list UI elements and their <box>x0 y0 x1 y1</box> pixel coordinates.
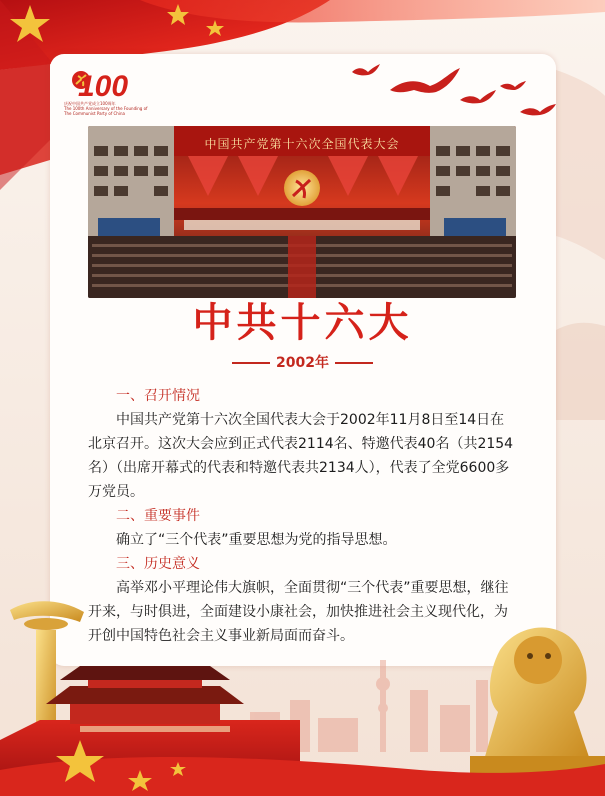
right-dash <box>335 362 373 364</box>
section-heading-significance: 三、历史意义 <box>116 556 200 572</box>
logo-caption-line2: The 100th Anniversary of the Founding of <box>64 106 148 111</box>
dove-icon <box>500 81 526 90</box>
logo-caption-line3: The Communist Party of China <box>64 111 125 116</box>
year-subtitle <box>0 352 605 372</box>
congress-hall-photo <box>88 126 516 298</box>
logo-caption-line1: 庆祝中国共产党成立100周年 <box>64 101 116 106</box>
section-text-significance: 高举邓小平理论伟大旗帜，全面贯彻“三个代表”重要思想，继往开来，与时俱进，全面建设小康社会，加快推进社会主义现代化，为开创中国特色社会主义事业新局面而奋斗。 <box>88 580 509 644</box>
logo-number: 100 <box>78 70 129 103</box>
page-title: 中共十六大 <box>192 300 413 346</box>
dove-icon <box>352 64 380 75</box>
section-text-convening: 中国共产党第十六次全国代表大会于2002年11月8日至14日在北京召开。这次大会应到正式代表2114名、特邀代表40名（共2154名）（出席开幕式的代表和特邀代表共2134人），代表了全党6600多万党员。 <box>88 412 514 500</box>
left-dash <box>232 362 270 364</box>
section-heading-events: 二、重要事件 <box>116 508 200 524</box>
section-heading-convening: 一、召开情况 <box>116 388 200 404</box>
dove-icon <box>390 68 460 93</box>
logo-caption <box>64 101 160 116</box>
doves-decoration <box>350 60 560 130</box>
section-text-events: 确立了“三个代表”重要思想为党的指导思想。 <box>116 532 397 548</box>
photo-banner-text: 中国共产党第十六次全国代表大会 <box>204 137 400 151</box>
year-text: 2002年 <box>276 355 329 371</box>
dove-icon <box>460 90 496 103</box>
dove-icon <box>520 104 556 115</box>
article-content <box>88 384 516 648</box>
